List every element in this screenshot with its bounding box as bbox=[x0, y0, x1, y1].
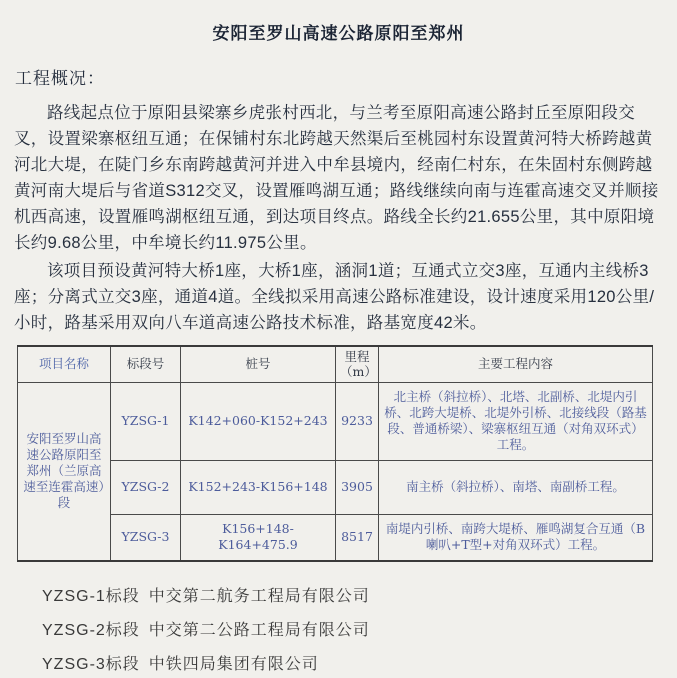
section-heading-overview: 工程概况： bbox=[15, 69, 105, 88]
table-row bbox=[18, 460, 653, 514]
main-content-cell: 南主桥（斜拉桥）、南塔、南副桥工程。 bbox=[379, 460, 653, 514]
section-number-cell: YZSG-1 bbox=[111, 382, 181, 460]
mileage-cell: 8517 bbox=[336, 514, 379, 561]
contractor-list bbox=[42, 588, 677, 674]
header-mileage-label: 里程 bbox=[344, 349, 370, 365]
stake-number-cell: K142+060-K152+243 bbox=[181, 382, 336, 460]
stake-number-cell: K156+148-K164+475.9 bbox=[181, 514, 336, 561]
bid-sections-table bbox=[17, 345, 653, 562]
contractor-line-yzsg1 bbox=[42, 588, 677, 606]
mileage-cell: 9233 bbox=[336, 382, 379, 460]
contractor-section-label: YZSG-2标段 bbox=[42, 622, 140, 639]
table-header-row bbox=[18, 346, 653, 382]
header-section-number: 标段号 bbox=[111, 346, 181, 382]
mileage-cell: 3905 bbox=[336, 460, 379, 514]
table-row bbox=[18, 382, 653, 460]
contractor-section-label: YZSG-1标段 bbox=[42, 588, 140, 605]
header-project-name: 项目名称 bbox=[18, 346, 111, 382]
page-title: 安阳至罗山高速公路原阳至郑州 bbox=[212, 24, 465, 43]
main-content-cell: 北主桥（斜拉桥）、北塔、北副桥、北堤内引桥、北跨大堤桥、北堤外引桥、北接线段（路基段、普通桥梁）、梁寨枢纽互通（对角双环式）工程。 bbox=[379, 382, 653, 460]
header-mileage bbox=[336, 346, 379, 382]
overview-paragraph-route: 路线起点位于原阳县梁寨乡虎张村西北，与兰考至原阳高速公路封丘至原阳段交叉，设置梁寨枢纽互通；在保铺村东北跨越天然渠后至桃园村东设置黄河特大桥跨越黄河北大堤，在陡门乡东南跨越黄河并进入中牟县境内，经南仁村东，在朱固村东侧跨越黄河南大堤后与省道S312交叉，设置雁鸣湖互通；路线继续向南与连霍高速交叉并顺接机西高速，设置雁鸣湖枢纽互通，到达项目终点。路线全长约21.655公里，其中原阳境长约9.68公里，中牟境长约11.975公里。 bbox=[14, 104, 659, 252]
table-row bbox=[18, 514, 653, 561]
stake-number-cell: K152+243-K156+148 bbox=[181, 460, 336, 514]
section-number-cell: YZSG-2 bbox=[111, 460, 181, 514]
contractor-line-yzsg2 bbox=[42, 622, 677, 640]
header-stake-number: 桩号 bbox=[181, 346, 336, 382]
contractor-section-label: YZSG-3标段 bbox=[42, 656, 140, 673]
contractor-company-name: 中交第二公路工程局有限公司 bbox=[148, 622, 370, 639]
merged-project-name-cell: 安阳至罗山高速公路原阳至郑州（兰原高速至连霍高速）段 bbox=[18, 382, 111, 561]
contractor-company-name: 中铁四局集团有限公司 bbox=[148, 656, 319, 673]
contractor-company-name: 中交第二航务工程局有限公司 bbox=[148, 588, 370, 605]
contractor-line-yzsg3 bbox=[42, 656, 677, 674]
section-number-cell: YZSG-3 bbox=[111, 514, 181, 561]
overview-paragraph-structures: 该项目预设黄河特大桥1座，大桥1座，涵洞1道；互通式立交3座，互通内主线桥3座；分离式立交3座，通道4道。全线拟采用高速公路标准建设，设计速度采用120公里/小时，路基采用双向八车道高速公路技术标准，路基宽度42米。 bbox=[14, 262, 655, 332]
header-mileage-unit: （m） bbox=[340, 364, 377, 380]
main-content-cell: 南堤内引桥、南跨大堤桥、雁鸣湖复合互通（B喇叭+T型+对角双环式）工程。 bbox=[379, 514, 653, 561]
header-main-content: 主要工程内容 bbox=[379, 346, 653, 382]
